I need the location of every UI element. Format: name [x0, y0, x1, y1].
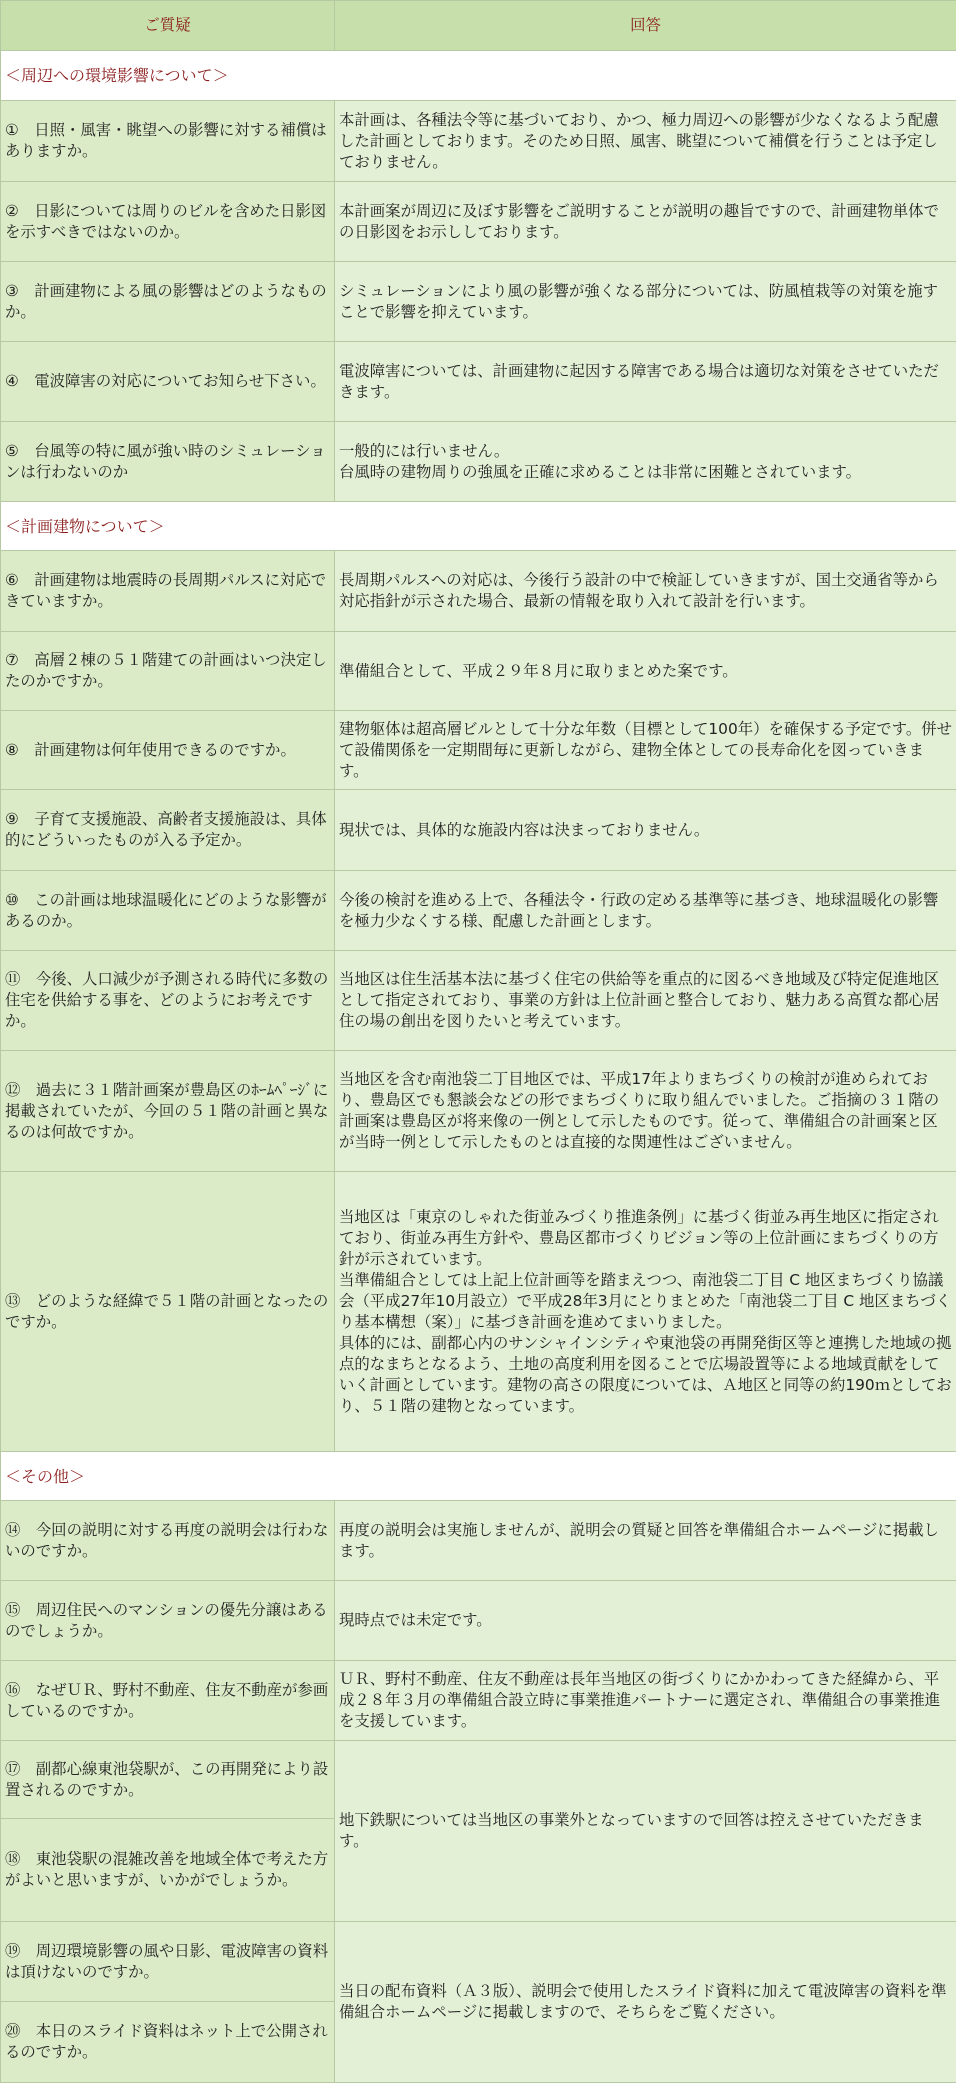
section-title: ＜その他＞ — [1, 1452, 956, 1501]
answer-cell: 今後の検討を進める上で、各種法令・行政の定める基準等に基づき、地球温暖化の影響を極力少なくする様、配慮した計画とします。 — [335, 871, 956, 951]
question-cell: ⑳ 本日のスライド資料はネット上で公開されるのですか。 — [1, 2002, 335, 2083]
table-row — [1, 632, 956, 711]
section-header-row — [1, 1452, 956, 1501]
answer-cell: 現状では、具体的な施設内容は決まっておりません。 — [335, 790, 956, 871]
answer-cell: ＵＲ、野村不動産、住友不動産は長年当地区の街づくりにかかわってきた経緯から、平成２８年３月の準備組合設立時に事業推進パートナーに選定され、準備組合の事業推進を支援しています。 — [335, 1661, 956, 1741]
answer-cell: 一般的には行いません。 台風時の建物周りの強風を正確に求めることは非常に困難とされています。 — [335, 422, 956, 502]
question-cell: ⑲ 周辺環境影響の風や日影、電波障害の資料は頂けないのですか。 — [1, 1922, 335, 2002]
section-header-row — [1, 51, 956, 101]
table-row — [1, 1501, 956, 1581]
answer-cell: 地下鉄駅については当地区の事業外となっていますので回答は控えさせていただきます。 — [335, 1741, 956, 1922]
question-cell: ⑮ 周辺住民へのマンションの優先分譲はあるのでしょうか。 — [1, 1581, 335, 1661]
table-row — [1, 342, 956, 422]
answer-cell: 当地区を含む南池袋二丁目地区では、平成17年よりまちづくりの検討が進められており、豊島区でも懇談会などの形でまちづくりに取り組んでいました。ご指摘の３１階の計画案は豊島区が将来像の一例として示したものです。従って、準備組合の計画案と区が当時一例として示したものとは直接的な関連性はございません。 — [335, 1051, 956, 1172]
question-cell: ⑨ 子育て支援施設、高齢者支援施設は、具体的にどういったものが入る予定か。 — [1, 790, 335, 871]
answer-cell: 長周期パルスへの対応は、今後行う設計の中で検証していきますが、国土交通省等から対応指針が示された場合、最新の情報を取り入れて設計を行います。 — [335, 551, 956, 632]
table-row — [1, 551, 956, 632]
question-cell: ⑫ 過去に３１階計画案が豊島区のﾎｰﾑﾍﾟｰｼﾞに掲載されていたが、今回の５１階の計画と異なるのは何故ですか。 — [1, 1051, 335, 1172]
question-cell: ③ 計画建物による風の影響はどのようなものか。 — [1, 262, 335, 342]
answer-cell: 本計画案が周辺に及ぼす影響をご説明することが説明の趣旨ですので、計画建物単体での日影図をお示ししております。 — [335, 182, 956, 262]
table-row — [1, 790, 956, 871]
table-row — [1, 871, 956, 951]
answer-cell: 当地区は住生活基本法に基づく住宅の供給等を重点的に図るべき地域及び特定促進地区として指定されており、事業の方針は上位計画と整合しており、魅力ある高質な都心居住の場の創出を図りたいと考えています。 — [335, 951, 956, 1051]
section-title: ＜計画建物について＞ — [1, 502, 956, 551]
question-column-header: ご質疑 — [1, 1, 335, 51]
table-row — [1, 1051, 956, 1172]
table-row — [1, 951, 956, 1051]
question-cell: ⑱ 東池袋駅の混雑改善を地域全体で考えた方がよいと思いますが、いかがでしょうか。 — [1, 1819, 335, 1922]
answer-cell: 当日の配布資料（Ａ３版）、説明会で使用したスライド資料に加えて電波障害の資料を準備組合ホームページに掲載しますので、そちらをご覧ください。 — [335, 1922, 956, 2083]
question-cell: ② 日影については周りのビルを含めた日影図を示すべきではないのか。 — [1, 182, 335, 262]
question-cell: ① 日照・風害・眺望への影響に対する補償はありますか。 — [1, 101, 335, 182]
question-cell: ④ 電波障害の対応についてお知らせ下さい。 — [1, 342, 335, 422]
table-header-row — [1, 1, 956, 51]
answer-column-header: 回答 — [335, 1, 956, 51]
question-cell: ⑯ なぜＵＲ、野村不動産、住友不動産が参画しているのですか。 — [1, 1661, 335, 1741]
section-title: ＜周辺への環境影響について＞ — [1, 51, 956, 101]
question-cell: ⑭ 今回の説明に対する再度の説明会は行わないのですか。 — [1, 1501, 335, 1581]
answer-cell: 電波障害については、計画建物に起因する障害である場合は適切な対策をさせていただきます。 — [335, 342, 956, 422]
answer-cell: 本計画は、各種法令等に基づいており、かつ、極力周辺への影響が少なくなるよう配慮した計画としております。そのため日照、風害、眺望について補償を行うことは予定しておりません。 — [335, 101, 956, 182]
answer-cell: 当地区は「東京のしゃれた街並みづくり推進条例」に基づく街並み再生地区に指定されており、街並み再生方針や、豊島区都市づくりビジョン等の上位計画にまちづくりの方針が示されています。 当準備組合としては上記上位計画等を踏まえつつ、南池袋二丁目 C 地区まちづくり協議会（平成27年10月設立）で平成28年3月にとりまとめた「南池袋二丁目 C 地区まちづくり基本構想（案）」に基づき計画を進めてまいりました。 具体的には、副都心内のサンシャインシティや東池袋の再開発街区等と連携した地域の拠点的なまちとなるよう、土地の高度利用を図ることで広場設置等による地域貢献をしていく計画としています。建物の高さの限度については、Ａ地区と同等の約190ｍとしており、５１階の建物となっています。 — [335, 1172, 956, 1452]
table-row — [1, 1661, 956, 1741]
table-row — [1, 101, 956, 182]
answer-cell: 現時点では未定です。 — [335, 1581, 956, 1661]
question-cell: ⑰ 副都心線東池袋駅が、この再開発により設置されるのですか。 — [1, 1741, 335, 1819]
answer-cell: シミュレーションにより風の影響が強くなる部分については、防風植栽等の対策を施すことで影響を抑えています。 — [335, 262, 956, 342]
answer-cell: 再度の説明会は実施しませんが、説明会の質疑と回答を準備組合ホームページに掲載します。 — [335, 1501, 956, 1581]
table-row — [1, 711, 956, 790]
question-cell: ⑩ この計画は地球温暖化にどのような影響があるのか。 — [1, 871, 335, 951]
table-row — [1, 1172, 956, 1452]
answer-cell: 建物躯体は超高層ビルとして十分な年数（目標として100年）を確保する予定です。併せて設備関係を一定期間毎に更新しながら、建物全体としての長寿命化を図っていきます。 — [335, 711, 956, 790]
section-header-row — [1, 502, 956, 551]
question-cell: ⑧ 計画建物は何年使用できるのですか。 — [1, 711, 335, 790]
table-row — [1, 262, 956, 342]
table-row — [1, 422, 956, 502]
answer-cell: 準備組合として、平成２９年８月に取りまとめた案です。 — [335, 632, 956, 711]
question-cell: ⑤ 台風等の特に風が強い時のシミュレーションは行わないのか — [1, 422, 335, 502]
question-cell: ⑦ 高層２棟の５１階建ての計画はいつ決定したのかですか。 — [1, 632, 335, 711]
question-cell: ⑬ どのような経緯で５１階の計画となったのですか。 — [1, 1172, 335, 1452]
table-row — [1, 182, 956, 262]
question-cell: ⑪ 今後、人口減少が予測される時代に多数の住宅を供給する事を、どのようにお考えですか。 — [1, 951, 335, 1051]
table-row — [1, 1581, 956, 1661]
table-row — [1, 1741, 956, 1819]
question-cell: ⑥ 計画建物は地震時の長周期パルスに対応できていますか。 — [1, 551, 335, 632]
table-row — [1, 1922, 956, 2002]
